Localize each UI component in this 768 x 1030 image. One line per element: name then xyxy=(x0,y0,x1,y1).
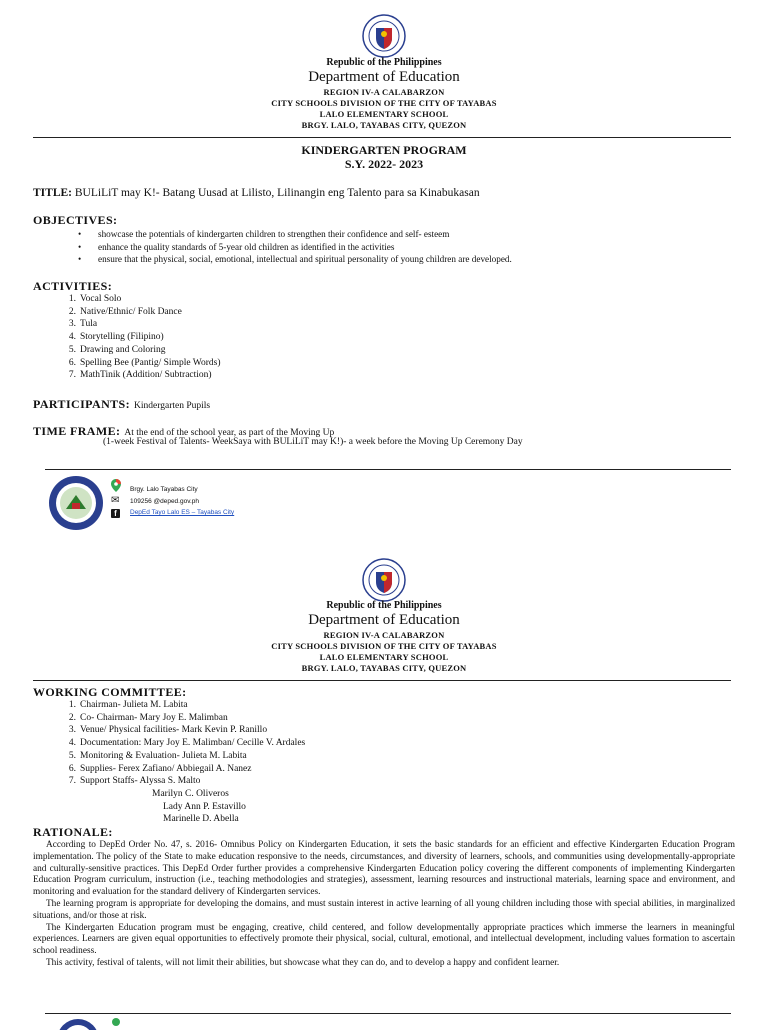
list-item: 2. Native/Ethnic/ Folk Dance xyxy=(68,306,182,317)
rationale-body xyxy=(33,840,735,970)
participants-label: PARTICIPANTS: xyxy=(33,397,131,411)
deped-seal xyxy=(362,558,406,602)
list-item: 3. Venue/ Physical facilities- Mark Kevin P. Ranillo xyxy=(68,725,268,736)
department-name: Department of Education xyxy=(308,69,460,85)
footer-divider xyxy=(45,469,731,470)
support-staff-extra xyxy=(152,788,246,826)
facebook-link[interactable]: DepEd Tayo Lalo ES – Tayabas City xyxy=(130,509,235,516)
rationale-paragraph: According to DepEd Order No. 47, s. 2016- Omnibus Policy on Kindergarten Education, it sets the basic standards for an efficient and effective Kindergarten Education Program implementation. The policy of the State to make education responsive to the needs, circumstances, and diversity of learners, schools, and communities using developmentally-appropriate and culturally-sensitive practices. This DepEd Order further provides a comprehensive Kindergarten Education policy covering the different components of implementing Kindergarten Education Program curriculum, instruction (i.e., teaching methodologies and strategies), assessment, learning resources and instructional materials, learning space and environment, and monitoring and evaluation for the standard delivery of Kindergarten services. xyxy=(33,840,735,898)
timeframe-text: At the end of the school year, as part of the Moving Up xyxy=(124,428,335,438)
title-line xyxy=(33,187,480,199)
timeframe-label: TIME FRAME: xyxy=(33,424,121,438)
timeframe-detail: (1-week Festival of Talents- WeekSaya with BULiLiT may K!)- a week before the Moving Up Ceremony Day xyxy=(103,437,523,447)
list-item: 2. Co- Chairman- Mary Joy E. Malimban xyxy=(68,712,228,723)
rationale-heading: RATIONALE: xyxy=(33,825,113,839)
list-item: 4. Documentation: Mary Joy E. Malimban/ Cecille V. Ardales xyxy=(68,738,306,749)
list-item: 4. Storytelling (Filipino) xyxy=(68,332,164,343)
rationale-paragraph: The learning program is appropriate for developing the domains, and must sustain interest in active learning of all young children including those with special abilities, in marginalized situations, and/or those at risk. xyxy=(33,898,735,921)
division-label: CITY SCHOOLS DIVISION OF THE CITY OF TAYABAS xyxy=(271,98,497,108)
footer-email: 109256 @deped.gov.ph xyxy=(130,498,200,505)
objectives-list xyxy=(78,228,738,266)
footer-location: Brgy. Lalo Tayabas City xyxy=(130,486,198,493)
activities-list xyxy=(60,293,221,382)
objectives-heading: OBJECTIVES: xyxy=(33,213,118,227)
map-pin-icon xyxy=(112,1018,120,1026)
school-logo xyxy=(56,1018,100,1030)
committee-heading: WORKING COMMITTEE: xyxy=(33,685,187,699)
rationale-paragraph: This activity, festival of talents, will not limit their abilities, but showcase what they can do, and to develop a happy and confident learner. xyxy=(46,957,560,968)
region-label: REGION IV-A CALABARZON xyxy=(323,87,445,97)
header-divider xyxy=(33,680,731,681)
title-label: TITLE: xyxy=(33,187,72,199)
committee-list xyxy=(60,699,305,788)
header-divider xyxy=(33,137,731,138)
list-item: 7. Support Staffs- Alyssa S. Malto xyxy=(68,776,201,787)
list-item: 3. Tula xyxy=(68,319,98,330)
department-name: Department of Education xyxy=(308,612,460,628)
list-item: Marilyn C. Oliveros xyxy=(152,789,229,799)
rationale-paragraph: The Kindergarten Education program must be engaging, creative, child centered, and follow developmentally appropriate practices which immerse the learners in meaningful experiences. Learners are given equal opportunities to effectively promote their physical, social, cultural, emotional, and intellectual development, including values formation to ascertain school readiness. xyxy=(33,922,735,957)
school-year: S.Y. 2022- 2023 xyxy=(344,157,424,171)
list-item: 7. MathTinik (Addition/ Subtraction) xyxy=(68,370,212,381)
republic-label: Republic of the Philippines xyxy=(326,600,442,611)
list-item: 5. Drawing and Coloring xyxy=(68,344,166,355)
list-item: • showcase the potentials of kindergarten children to strengthen their confidence and self- esteem xyxy=(78,228,738,241)
list-item: 6. Spelling Bee (Pantig/ Simple Words) xyxy=(68,357,221,368)
footer-divider xyxy=(45,1013,731,1014)
school-name: LALO ELEMENTARY SCHOOL xyxy=(319,109,449,119)
republic-label: Republic of the Philippines xyxy=(326,57,442,68)
list-item: 6. Supplies- Ferex Zafiano/ Abbiegail A. Nanez xyxy=(68,763,252,774)
school-address: BRGY. LALO, TAYABAS CITY, QUEZON xyxy=(301,120,467,130)
list-item: • ensure that the physical, social, emotional, intellectual and spiritual personality of young children are developed. xyxy=(78,253,738,266)
activities-heading: ACTIVITIES: xyxy=(33,279,113,293)
list-item: Marinelle D. Abella xyxy=(163,814,239,825)
list-item: 5. Monitoring & Evaluation- Julieta M. Labita xyxy=(68,750,247,761)
deped-seal xyxy=(362,14,406,58)
facebook-icon: f xyxy=(111,509,120,518)
school-name: LALO ELEMENTARY SCHOOL xyxy=(319,652,449,662)
division-label: CITY SCHOOLS DIVISION OF THE CITY OF TAYABAS xyxy=(271,641,497,651)
participants-line xyxy=(33,395,210,413)
list-item: 1. Vocal Solo xyxy=(68,294,122,304)
school-logo xyxy=(48,475,104,531)
mail-icon: ✉ xyxy=(111,495,120,506)
title-text: BULiLiT may K!- Batang Uusad at Lilisto, Lilinangin eng Talento para sa Kinabukasan xyxy=(74,187,480,199)
participants-text: Kindergarten Pupils xyxy=(134,401,211,411)
program-title: KINDERGARTEN PROGRAM xyxy=(301,143,467,157)
list-item: Lady Ann P. Estavillo xyxy=(163,801,246,812)
school-address: BRGY. LALO, TAYABAS CITY, QUEZON xyxy=(301,663,467,673)
list-item: 1. Chairman- Julieta M. Labita xyxy=(68,700,188,710)
region-label: REGION IV-A CALABARZON xyxy=(323,630,445,640)
list-item: • enhance the quality standards of 5-year old children as identified in the activities xyxy=(78,241,738,254)
